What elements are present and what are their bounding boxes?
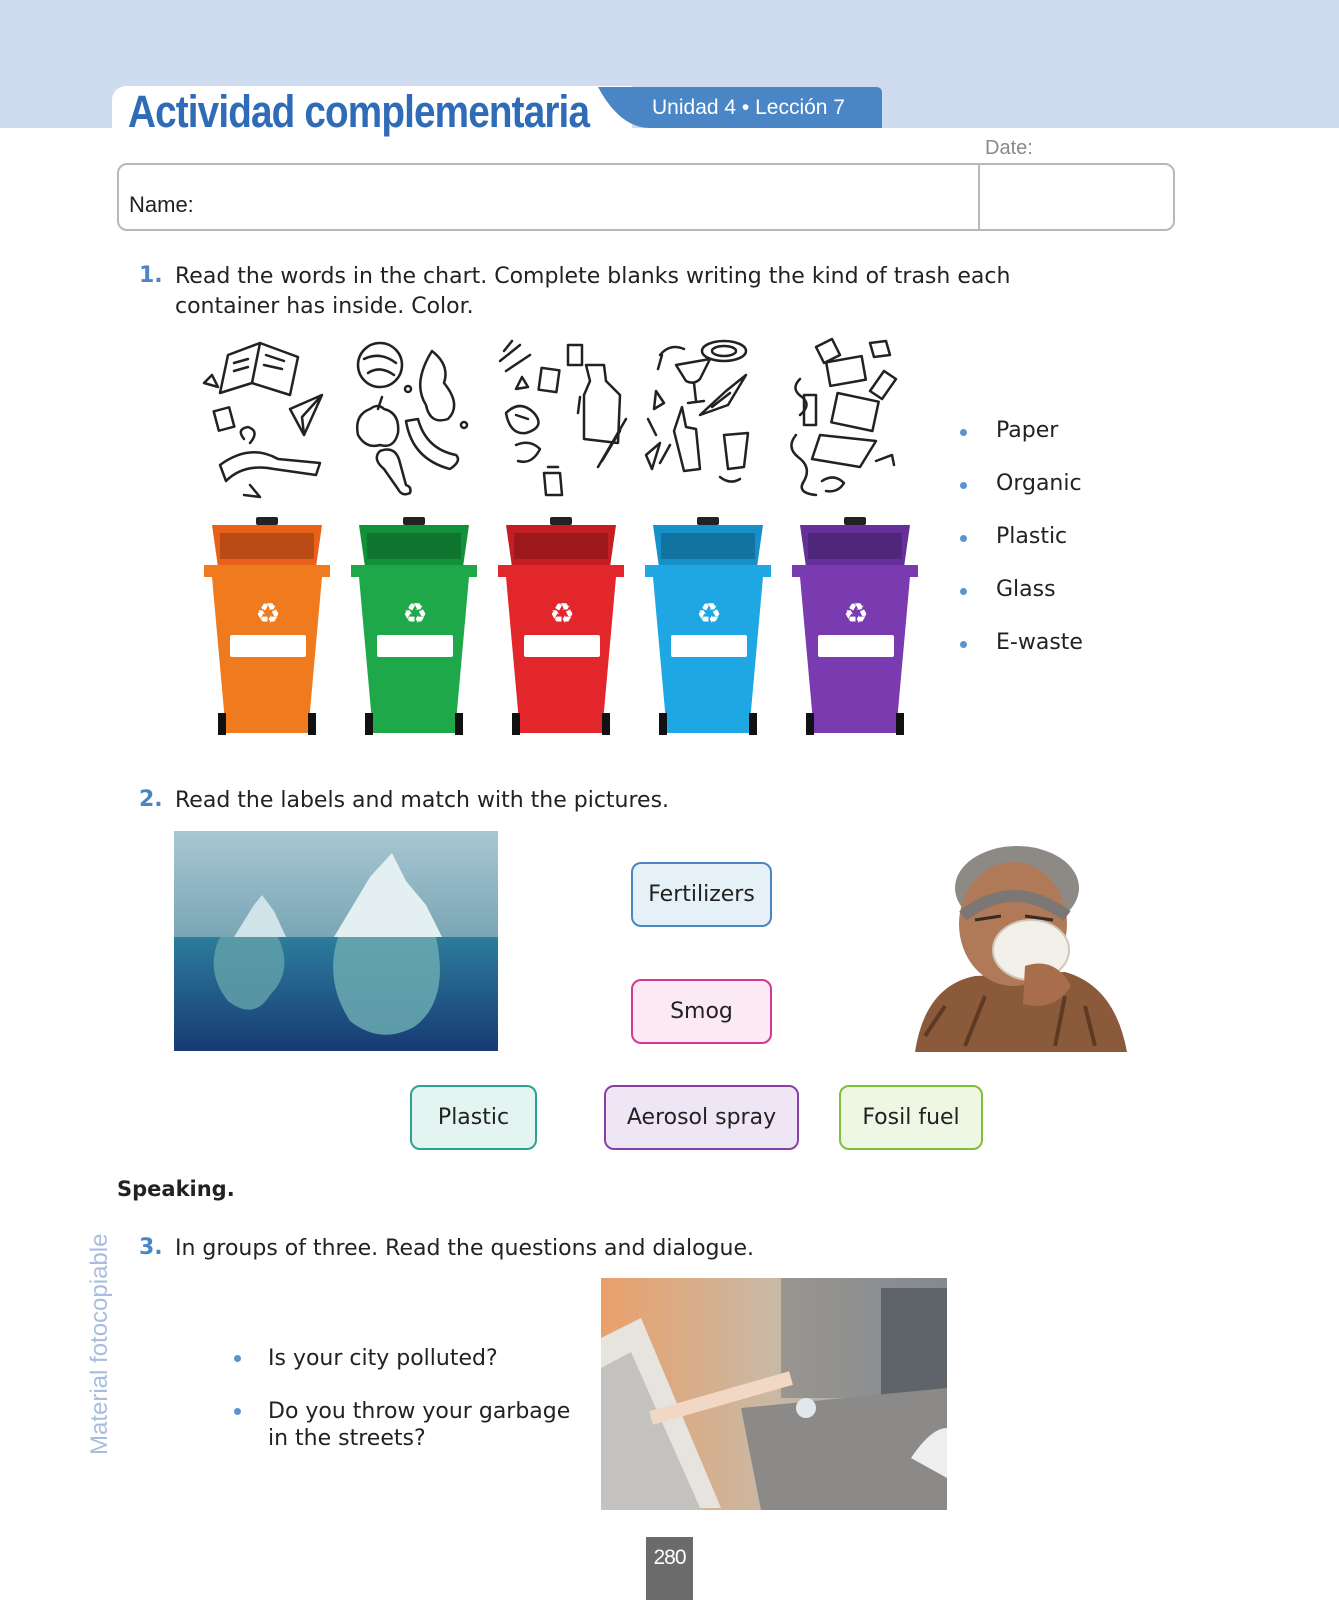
- iceberg-plastic-photo: [174, 831, 498, 1051]
- speaking-heading: Speaking.: [117, 1177, 235, 1201]
- recycling-bins-illustration: [200, 335, 930, 755]
- bullet-icon: [960, 641, 967, 648]
- man-with-mask-photo: [905, 836, 1131, 1052]
- exercise-1-number: 1.: [139, 263, 163, 288]
- label-plastic[interactable]: Plastic: [410, 1085, 537, 1150]
- name-label: Name:: [129, 192, 194, 217]
- side-watermark-text: Material fotocopiable: [86, 1233, 113, 1455]
- question-2-line2: in the streets?: [268, 1426, 426, 1451]
- bullet-icon: [960, 588, 967, 595]
- unit-lesson-label: Unidad 4 • Lección 7: [652, 96, 845, 119]
- name-date-divider: [978, 163, 980, 231]
- exercise-3-number: 3.: [139, 1235, 163, 1260]
- label-fertilizers[interactable]: Fertilizers: [631, 862, 772, 927]
- bins-drawing: [200, 335, 930, 755]
- recycle-icon: ♻: [843, 597, 869, 630]
- question-2-line1: Do you throw your garbage: [268, 1399, 571, 1424]
- label-fosil-fuel[interactable]: Fosil fuel: [839, 1085, 983, 1150]
- label-aerosol-spray[interactable]: Aerosol spray: [604, 1085, 799, 1150]
- recycle-icon: ♻: [549, 597, 575, 630]
- recycling-bin: [792, 517, 918, 735]
- exercise-1-instruction-line2: container has inside. Color.: [175, 294, 474, 319]
- bullet-icon: [234, 1355, 241, 1362]
- date-label: Date:: [985, 137, 1033, 159]
- recycle-icon: ♻: [696, 597, 722, 630]
- exercise-2-instruction: Read the labels and match with the pictures.: [175, 788, 670, 813]
- page-number: 280: [653, 1546, 686, 1569]
- exercise-3-instruction: In groups of three. Read the questions and dialogue.: [175, 1236, 754, 1261]
- recycling-bin: [351, 517, 477, 735]
- name-date-box[interactable]: [117, 163, 1175, 231]
- bullet-icon: [960, 482, 967, 489]
- label-smog[interactable]: Smog: [631, 979, 772, 1044]
- bullet-icon: [960, 535, 967, 542]
- question-1: Is your city polluted?: [268, 1346, 498, 1371]
- bullet-icon: [960, 429, 967, 436]
- exercise-2-number: 2.: [139, 787, 163, 812]
- page-title: Actividad complementaria: [128, 86, 590, 137]
- recycle-icon: ♻: [402, 597, 428, 630]
- recycling-bin: [498, 517, 624, 735]
- exercise-1-instruction-line1: Read the words in the chart. Complete blanks writing the kind of trash each: [175, 264, 1011, 289]
- recycling-bin: [204, 517, 330, 735]
- recycling-bin: [645, 517, 771, 735]
- litter-from-car-photo: [601, 1278, 947, 1510]
- recycle-icon: ♻: [255, 597, 281, 630]
- discussion-questions: [234, 1344, 594, 1454]
- bullet-icon: [234, 1408, 241, 1415]
